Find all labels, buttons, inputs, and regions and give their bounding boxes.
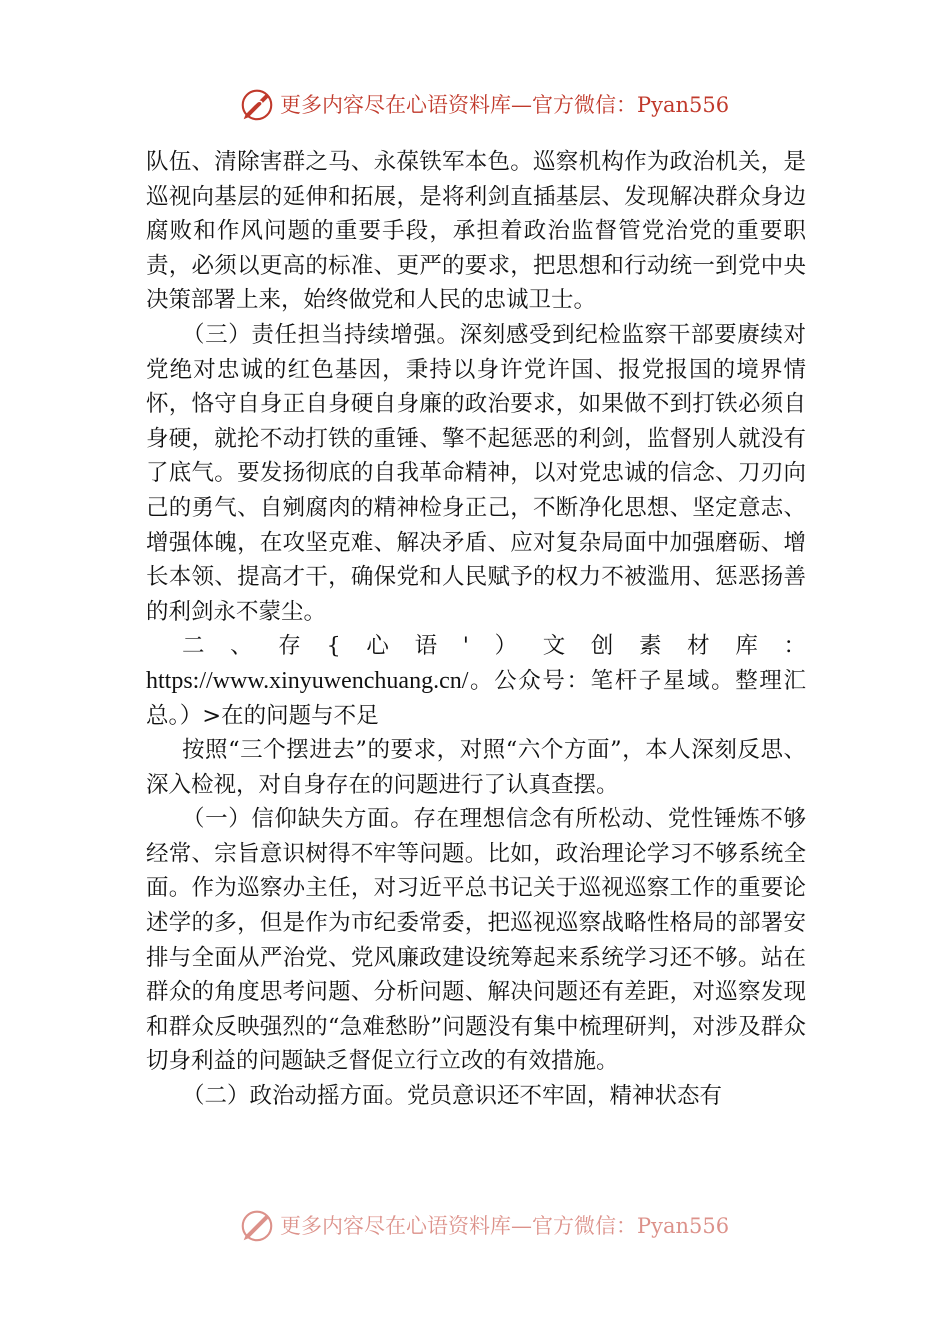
- paragraph-2: （三）责任担当持续增强。深刻感受到纪检监察干部要赓续对党绝对忠诚的红色基因，秉持以身许党许国、报党报国的境界情怀，恪守自身正自身硬自身廉的政治要求，如果做不到打铁必须自身硬，就抡不动打铁的重锤、擎不起惩恶的利剑，监督别人就没有了底气。要发扬彻底的自我革命精神，以对党忠诚的信念、刀刃向己的勇气、自剜腐肉的精神检身正己，不断净化思想、坚定意志、增强体魄，在攻坚克难、解决矛盾、应对复杂局面中加强磨砺、增长本领、提高才干，确保党和人民赋予的权力不被滥用、惩恶扬善的利剑永不蒙尘。: [146, 321, 806, 625]
- section-heading-suffix: 。公众号：笔杆子星域。整理汇总。）>在的问题与不足: [146, 667, 806, 729]
- pen-logo-icon: [238, 85, 276, 123]
- section-heading-url[interactable]: https://www.xinyuwenchuang.cn/: [146, 667, 469, 694]
- section-heading-prefix: 二、存{心语'）文创素材库：: [182, 633, 806, 660]
- document-body: [146, 145, 806, 1114]
- paragraph-3: 按照“三个摆进去”的要求，对照“六个方面”，本人深刻反思、深入检视，对自身存在的问题进行了认真查摆。: [146, 737, 806, 798]
- watermark-text: 更多内容尽在心语资料库—官方微信：Pyan556: [280, 1214, 730, 1238]
- pen-logo-icon: [238, 1206, 276, 1244]
- watermark-header: [238, 84, 758, 124]
- watermark-footer: [238, 1205, 758, 1245]
- section-heading: [146, 629, 806, 733]
- watermark-text: 更多内容尽在心语资料库—官方微信：Pyan556: [280, 93, 730, 117]
- paragraph-1: 队伍、清除害群之马、永葆铁军本色。巡察机构作为政治机关，是巡视向基层的延伸和拓展，是将利剑直插基层、发现解决群众身边腐败和作风问题的重要手段，承担着政治监督管党治党的重要职责，必须以更高的标准、更严的要求，把思想和行动统一到党中央决策部署上来，始终做党和人民的忠诚卫士。: [146, 149, 806, 314]
- paragraph-4: （一）信仰缺失方面。存在理想信念有所松动、党性锤炼不够经常、宗旨意识树得不牢等问题。比如，政治理论学习不够系统全面。作为巡察办主任，对习近平总书记关于巡视巡察工作的重要论述学的多，但是作为市纪委常委，把巡视巡察战略性格局的部署安排与全面从严治党、党风廉政建设统筹起来系统学习还不够。站在群众的角度思考问题、分析问题、解决问题还有差距，对巡察发现和群众反映强烈的“急难愁盼”问题没有集中梳理研判，对涉及群众切身利益的问题缺乏督促立行立改的有效措施。: [146, 806, 806, 1075]
- paragraph-5: （二）政治动摇方面。党员意识还不牢固，精神状态有: [182, 1083, 723, 1110]
